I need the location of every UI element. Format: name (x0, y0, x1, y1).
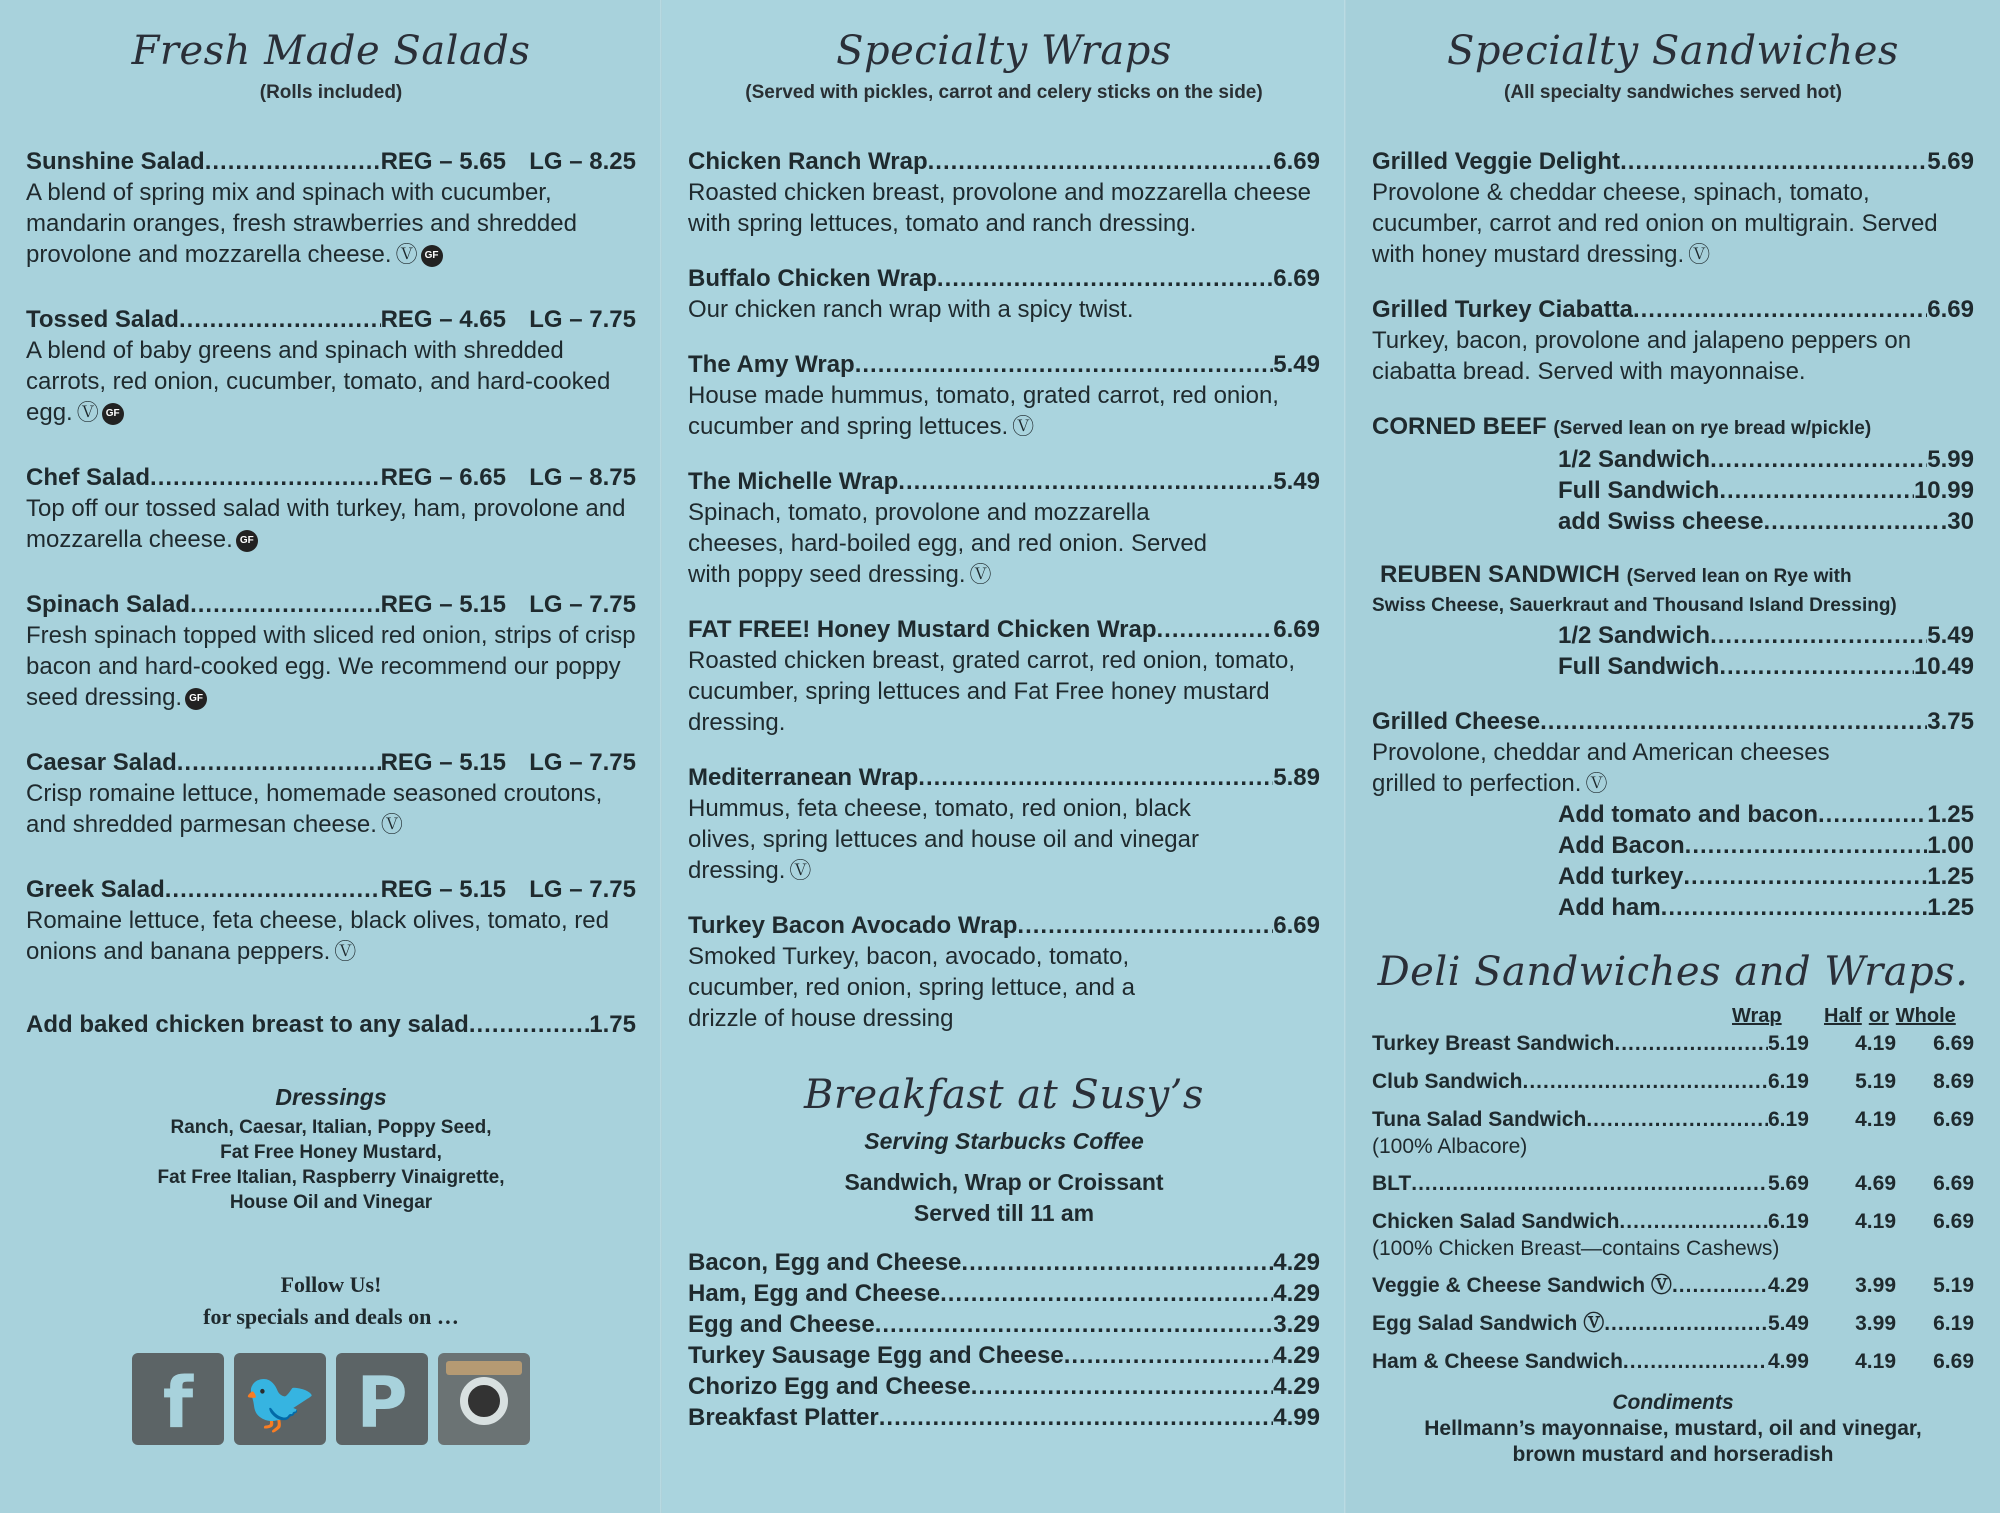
item-price: 5.49 (1273, 351, 1320, 378)
condiments-title: Condiments (1612, 1391, 1734, 1414)
vegetarian-icon: Ⓥ (1012, 414, 1035, 439)
deli-row: Tuna Salad Sandwich ..... 6.19 4.19 6.69 (1372, 1106, 1974, 1134)
col-wrap: Wrap (1732, 1005, 1782, 1027)
social-icons (26, 1353, 636, 1445)
dot-leader (937, 263, 1273, 294)
vegetarian-icon: Ⓥ (1585, 771, 1608, 796)
deli-row: BLT ..... 5.69 4.69 6.69 (1372, 1170, 1974, 1198)
item-name: Chef Salad (26, 464, 151, 491)
item-name: Buffalo Chicken Wrap (688, 265, 937, 292)
col-whole: Whole (1895, 1005, 1956, 1027)
gluten-free-icon: GF (102, 403, 124, 425)
dot-leader (1633, 294, 1927, 325)
twitter-icon[interactable]: 🐦 (234, 1353, 326, 1445)
menu-item (26, 747, 636, 840)
dot-leader (1763, 506, 1940, 537)
dot-leader (879, 1402, 1274, 1433)
col-half: Half (1824, 1005, 1862, 1027)
dressings-block (26, 1084, 636, 1215)
addon-name: Add baked chicken breast to any salad (26, 1011, 469, 1038)
item-desc: Top off our tossed salad with turkey, ham, provolone and mozzarella cheese. (26, 495, 626, 553)
deli-note: (100% Albacore) (1372, 1135, 1528, 1158)
item-price: 6.69 (1273, 148, 1320, 175)
dot-leader (1586, 1106, 1768, 1134)
item-lg-price: LG – 7.75 (529, 306, 636, 333)
breakfast-item: Chorizo Egg and Cheese ..... 4.29 (688, 1371, 1320, 1402)
dot-leader (1661, 892, 1928, 923)
menu-item (688, 263, 1320, 325)
deli-row: Club Sandwich ..... 6.19 5.19 8.69 (1372, 1068, 1974, 1096)
condiments-line: Hellmann’s mayonnaise, mustard, oil and vinegar, (1424, 1417, 1922, 1440)
item-desc: Fresh spinach topped with sliced red onion, strips of crisp bacon and hard-cooked egg. We recommend our poppy seed dressing. (26, 622, 636, 711)
dot-leader (1614, 1030, 1768, 1058)
vegetarian-icon: Ⓥ (969, 562, 992, 587)
menu-item (688, 349, 1320, 442)
salad-addon (26, 1009, 636, 1040)
dot-leader (971, 1371, 1274, 1402)
item-price: 5.49 (1273, 468, 1320, 495)
dot-leader (179, 304, 381, 335)
dot-leader (1685, 830, 1928, 861)
sandwiches-subtitle: (All specialty sandwiches served hot) (1504, 82, 1842, 103)
breakfast-item: Egg and Cheese ..... 3.29 (688, 1309, 1320, 1340)
dot-leader (940, 1278, 1273, 1309)
wraps-subtitle: (Served with pickles, carrot and celery sticks on the side) (745, 82, 1263, 103)
vegetarian-icon: Ⓥ (395, 242, 418, 267)
deli-column-headers (1372, 1005, 1974, 1028)
breakfast-title: Breakfast at Susy’s (804, 1072, 1204, 1118)
item-name: FAT FREE! Honey Mustard Chicken Wrap (688, 616, 1157, 643)
item-lg-price: LG – 7.75 (529, 876, 636, 903)
menu-item (688, 614, 1320, 738)
item-name: Turkey Bacon Avocado Wrap (688, 912, 1018, 939)
item-desc: Hummus, feta cheese, tomato, red onion, black olives, spring lettuces and house oil and vinegar dressing. (688, 795, 1199, 884)
option-row: Add Bacon ..... 1.00 (1372, 830, 1974, 861)
deli-row: Veggie & Cheese Sandwich Ⓥ ..... 4.29 3.99 5.19 (1372, 1272, 1974, 1300)
menu-item (688, 146, 1320, 239)
reuben-sandwich (1372, 559, 1974, 682)
vegetarian-icon: Ⓥ (334, 939, 357, 964)
item-desc: A blend of baby greens and spinach with shredded carrots, red onion, cucumber, tomato, and hard-cooked egg. (26, 337, 611, 426)
dot-leader (1411, 1170, 1768, 1198)
dot-leader (1710, 444, 1927, 475)
pinterest-icon[interactable]: P (336, 1353, 428, 1445)
dressings-line: House Oil and Vinegar (229, 1192, 433, 1213)
item-reg-price: REG – 5.15 (380, 749, 506, 776)
item-lg-price: LG – 7.75 (529, 591, 636, 618)
item-lg-price: LG – 8.75 (529, 464, 636, 491)
menu-item (26, 146, 636, 270)
follow-title: Follow Us! (280, 1272, 382, 1297)
wraps-panel (662, 0, 1346, 1513)
deli-row: Turkey Breast Sandwich ..... 5.19 4.19 6.69 (1372, 1030, 1974, 1058)
option-row: add Swiss cheese ..... .30 (1372, 506, 1974, 537)
item-price: 6.69 (1927, 296, 1974, 323)
item-reg-price: REG – 6.65 (380, 464, 506, 491)
dot-leader (1710, 620, 1927, 651)
item-note: (Served lean on rye bread w/pickle) (1553, 418, 1872, 439)
dot-leader (1683, 861, 1927, 892)
item-desc: Provolone, cheddar and American cheeses grilled to perfection. (1372, 739, 1830, 797)
dressings-line: Fat Free Italian, Raspberry Vinaigrette, (157, 1167, 505, 1188)
item-name: The Michelle Wrap (688, 468, 899, 495)
wraps-title: Specialty Wraps (836, 28, 1172, 74)
item-name: The Amy Wrap (688, 351, 855, 378)
breakfast-item: Ham, Egg and Cheese ..... 4.29 (688, 1278, 1320, 1309)
item-lg-price: LG – 7.75 (529, 749, 636, 776)
dot-leader (918, 762, 1273, 793)
salads-panel (0, 0, 662, 1513)
breakfast-line: Served till 11 am (913, 1200, 1095, 1226)
item-reg-price: REG – 5.15 (380, 591, 506, 618)
item-desc: Smoked Turkey, bacon, avocado, tomato, cucumber, red onion, spring lettuce, and a drizzle of house dressing (688, 943, 1135, 1032)
dot-leader (1719, 475, 1914, 506)
option-row: Full Sandwich ..... 10.49 (1372, 651, 1974, 682)
item-price: 3.75 (1927, 708, 1974, 735)
dot-leader (165, 874, 381, 905)
dot-leader (1619, 1208, 1768, 1236)
dot-leader (1017, 910, 1273, 941)
item-price: 6.69 (1273, 265, 1320, 292)
dot-leader (1672, 1272, 1768, 1300)
item-price: 6.69 (1273, 912, 1320, 939)
dressings-line: Fat Free Honey Mustard, (220, 1142, 442, 1163)
item-name: Grilled Cheese (1372, 708, 1541, 735)
menu-item (688, 762, 1320, 886)
option-row: Add turkey ..... 1.25 (1372, 861, 1974, 892)
dot-leader (855, 349, 1274, 380)
item-name: Sunshine Salad (26, 148, 205, 175)
salads-title: Fresh Made Salads (131, 28, 531, 74)
follow-subtitle: for specials and deals on … (203, 1304, 459, 1329)
sandwiches-title: Specialty Sandwiches (1447, 28, 1899, 74)
menu-item (26, 589, 636, 713)
salads-subtitle: (Rolls included) (259, 82, 403, 103)
sandwiches-panel (1346, 0, 2000, 1513)
corned-beef (1372, 411, 1974, 537)
item-desc: Romaine lettuce, feta cheese, black olives, tomato, red onions and banana peppers. (26, 907, 609, 965)
item-name: Grilled Veggie Delight (1372, 148, 1621, 175)
gluten-free-icon: GF (185, 688, 207, 710)
item-reg-price: REG – 5.65 (380, 148, 506, 175)
deli-row: Chicken Salad Sandwich ..... 6.19 4.19 6.69 (1372, 1208, 1974, 1236)
facebook-icon[interactable]: f (132, 1353, 224, 1445)
item-desc: Provolone & cheddar cheese, spinach, tomato, cucumber, carrot and red onion on multigrain. Served with honey mustard dressing. (1372, 179, 1938, 268)
condiments-block (1372, 1390, 1974, 1468)
item-desc: Crisp romaine lettuce, homemade seasoned croutons, and shredded parmesan cheese. (26, 780, 603, 838)
dot-leader (150, 462, 381, 493)
item-name: Spinach Salad (26, 591, 191, 618)
dot-leader (1523, 1068, 1768, 1096)
item-price: 6.69 (1273, 616, 1320, 643)
dot-leader (1604, 1310, 1768, 1338)
item-desc: Roasted chicken breast, provolone and mozzarella cheese with spring lettuces, tomato and ranch dressing. (688, 179, 1312, 237)
deli-note: (100% Chicken Breast—contains Cashews) (1372, 1237, 1780, 1260)
item-name: REUBEN SANDWICH (1380, 561, 1620, 588)
menu-item (1372, 294, 1974, 387)
item-note: Swiss Cheese, Sauerkraut and Thousand Island Dressing) (1372, 595, 1897, 616)
item-price: 5.89 (1273, 764, 1320, 791)
item-name: Grilled Turkey Ciabatta (1372, 296, 1633, 323)
item-reg-price: REG – 4.65 (380, 306, 506, 333)
dot-leader (469, 1009, 589, 1040)
instagram-icon[interactable] (438, 1353, 530, 1445)
dot-leader (205, 146, 381, 177)
option-row: Full Sandwich ..... 10.99 (1372, 475, 1974, 506)
item-name: Chicken Ranch Wrap (688, 148, 928, 175)
deli-title: Deli Sandwiches and Wraps. (1377, 949, 1969, 995)
dot-leader (928, 146, 1274, 177)
dot-leader (1620, 146, 1927, 177)
breakfast-list (688, 1247, 1320, 1433)
breakfast-coffee: Serving Starbucks Coffee (864, 1128, 1144, 1154)
option-row: 1/2 Sandwich ..... 5.49 (1372, 620, 1974, 651)
item-reg-price: REG – 5.15 (380, 876, 506, 903)
deli-row: Egg Salad Sandwich Ⓥ ..... 5.49 3.99 6.19 (1372, 1310, 1974, 1338)
menu-item (26, 304, 636, 428)
dot-leader (961, 1247, 1273, 1278)
breakfast-item: Breakfast Platter ..... 4.99 (688, 1402, 1320, 1433)
deli-row: Ham & Cheese Sandwich ..... 4.99 4.19 6.69 (1372, 1348, 1974, 1376)
item-name: Greek Salad (26, 876, 165, 903)
vegetarian-icon: Ⓥ (789, 858, 812, 883)
menu-item (688, 910, 1320, 1034)
dot-leader (1540, 706, 1927, 737)
menu-item (26, 874, 636, 967)
vegetarian-icon: Ⓥ (380, 812, 403, 837)
dot-leader (177, 747, 381, 778)
follow-block (26, 1269, 636, 1333)
dressings-line: Ranch, Caesar, Italian, Poppy Seed, (170, 1117, 492, 1138)
breakfast-item: Turkey Sausage Egg and Cheese ..... 4.29 (688, 1340, 1320, 1371)
dot-leader (1157, 614, 1274, 645)
option-row: 1/2 Sandwich ..... 5.99 (1372, 444, 1974, 475)
item-desc: A blend of spring mix and spinach with cucumber, mandarin oranges, fresh strawberries and shredded provolone and mozzarella cheese. (26, 179, 577, 268)
item-name: Mediterranean Wrap (688, 764, 919, 791)
gluten-free-icon: GF (421, 245, 443, 267)
dot-leader (1623, 1348, 1768, 1376)
vegetarian-icon: Ⓥ (76, 400, 99, 425)
breakfast-info (688, 1167, 1320, 1229)
item-note: (Served lean on Rye with (1626, 566, 1852, 587)
item-desc: House made hummus, tomato, grated carrot, red onion, cucumber and spring lettuces. (688, 382, 1279, 440)
item-desc: Spinach, tomato, provolone and mozzarella cheeses, hard-boiled egg, and red onion. Served with poppy seed dressing. (688, 499, 1208, 588)
dot-leader (875, 1309, 1274, 1340)
menu-item (688, 466, 1320, 590)
item-desc: Roasted chicken breast, grated carrot, red onion, tomato, cucumber, spring lettuces and Fat Free honey mustard dressing. (688, 647, 1295, 736)
dot-leader (898, 466, 1273, 497)
dot-leader (1719, 651, 1914, 682)
item-desc: Our chicken ranch wrap with a spicy twist. (688, 296, 1134, 323)
deli-list (1372, 1030, 1974, 1376)
dot-leader (190, 589, 381, 620)
menu-item (26, 462, 636, 555)
item-desc: Turkey, bacon, provolone and jalapeno peppers on ciabatta bread. Served with mayonnaise. (1372, 327, 1912, 385)
col-or: or (1868, 1005, 1889, 1027)
option-row: Add ham ..... 1.25 (1372, 892, 1974, 923)
item-name: CORNED BEEF (1372, 413, 1547, 440)
dot-leader (1818, 799, 1927, 830)
condiments-line: brown mustard and horseradish (1512, 1443, 1834, 1466)
gluten-free-icon: GF (236, 530, 258, 552)
breakfast-item: Bacon, Egg and Cheese ..... 4.29 (688, 1247, 1320, 1278)
item-name: Tossed Salad (26, 306, 179, 333)
grilled-cheese (1372, 706, 1974, 923)
dot-leader (1064, 1340, 1274, 1371)
addon-price: 1.75 (589, 1011, 636, 1038)
item-lg-price: LG – 8.25 (529, 148, 636, 175)
dressings-title: Dressings (275, 1084, 387, 1110)
breakfast-line: Sandwich, Wrap or Croissant (844, 1169, 1164, 1195)
item-price: 5.69 (1927, 148, 1974, 175)
vegetarian-icon: Ⓥ (1688, 242, 1711, 267)
menu-item (1372, 146, 1974, 270)
option-row: Add tomato and bacon ..... 1.25 (1372, 799, 1974, 830)
item-name: Caesar Salad (26, 749, 177, 776)
